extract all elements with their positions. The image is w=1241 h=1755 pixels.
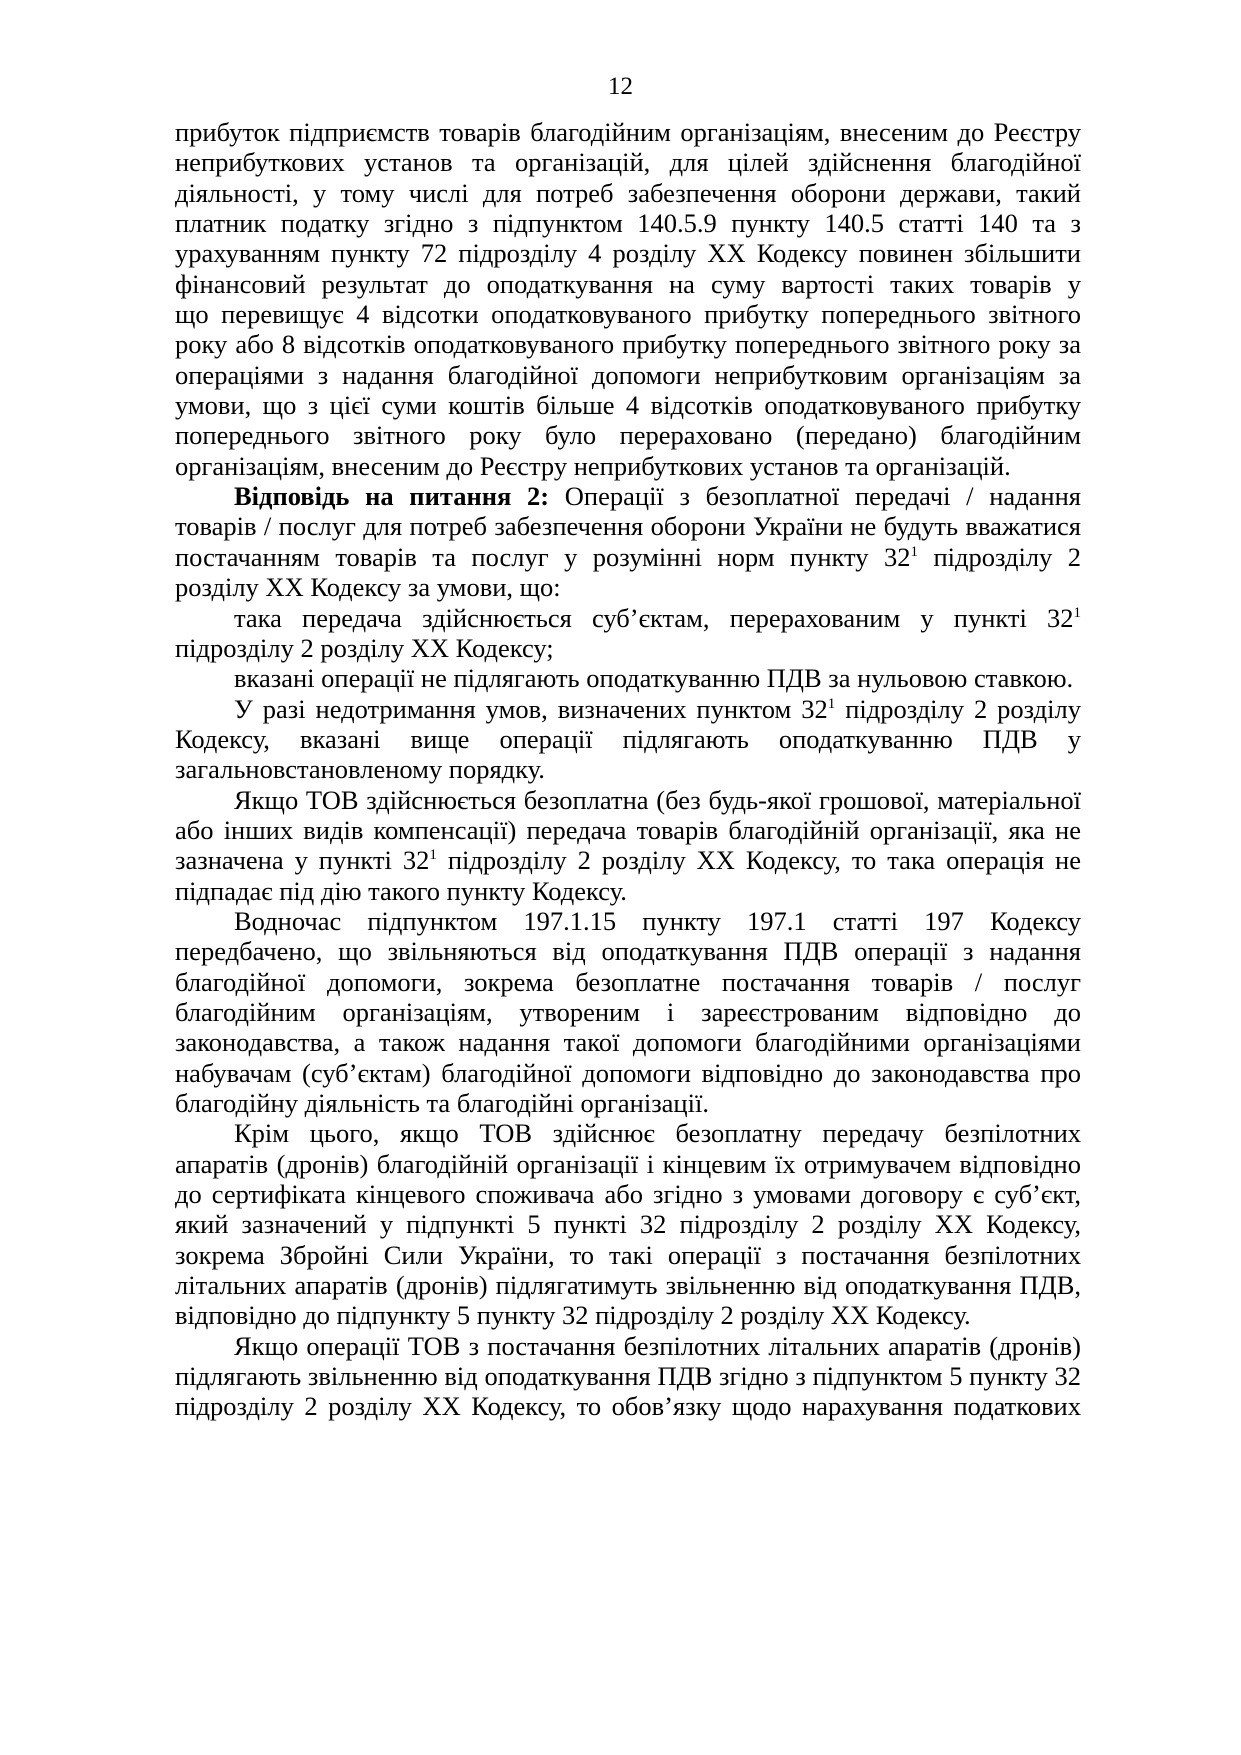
page-number: 12 [608,73,633,100]
text-line: Якщо ТОВ здійснюється безоплатна (без будь-якої грошової, матеріальної [234,784,1081,815]
superscript: 1 [910,543,918,560]
document-body [175,117,1081,1422]
text-line: набувачам (суб’єктам) благодійної допомоги відповідно до законодавства про [175,1057,1081,1088]
answer-heading: Відповідь на питання 2: [234,481,550,512]
text-line: підлягають звільненню від оподаткування ПДВ згідно з підпунктом 5 пункту 32 [175,1361,1081,1392]
text-line: благодійним організаціям, утвореним і зареєстрованим відповідно до [175,996,1081,1027]
text-line: Якщо операції ТОВ з постачання безпілотних літальних апаратів (дронів) [234,1330,1081,1361]
text-span: постачанням товарів та послуг у розумінні норм пункту 32 [175,541,911,572]
text-line: загальновстановленому порядку. [175,754,545,785]
paragraph-answer-2 [175,481,1081,602]
text-span: підрозділу 2 розділу XX Кодексу, то така операція не [436,845,1081,876]
text-line: умови, що з цієї суми коштів більше 4 відсотків оподатковуваного прибутку [175,390,1081,421]
text-line: неприбуткових установ та організацій, для цілей здійснення благодійної [175,147,1081,178]
text-span: підрозділу 2 розділу [845,693,1081,724]
text-line: підрозділу 2 розділу XX Кодексу; [175,632,554,663]
text-line: попереднього звітного року було перераховано (передано) благодійним [175,420,1081,451]
text-line: зокрема Збройні Сили України, то такі операції з постачання безпілотних [175,1239,1081,1270]
text-line: операціями з надання благодійної допомоги неприбутковим організаціям за [175,359,1081,390]
text-span: зазначена у пункті 32 [175,845,430,876]
text-line: платник податку згідно з підпунктом 140.5.9 пункту 140.5 статті 140 та з [175,208,1081,239]
text-line: організаціям, внесеним до Реєстру неприбуткових установ та організацій. [175,450,1011,481]
text-line: Водночас підпунктом 197.1.15 пункту 197.1 статті 197 Кодексу [234,905,1081,936]
text-line: Кодексу, вказані вище операції підлягають оподаткуванню ПДВ у [175,723,1081,754]
text-line: відповідно до підпункту 5 пункту 32 підрозділу 2 розділу XX Кодексу. [175,1300,971,1331]
text-span: підрозділу 2 [918,541,1081,572]
superscript: 1 [429,847,437,864]
text-line: товарів / послуг для потреб забезпечення оборони України не будуть вважатися [175,511,1081,542]
text-line [175,845,1081,875]
text-line: законодавства, а також надання такої допомоги благодійними організаціями [175,1027,1081,1058]
text-line: вказані операції не підлягають оподаткуванню ПДВ за нульовою ставкою. [234,663,1074,694]
text-line [175,603,1081,633]
paragraph-non-compliance [175,694,1081,785]
paragraph-exemption-197 [175,906,1081,1118]
text-line [175,481,1081,511]
text-line: літальних апаратів (дронів) підлягатимуть звільненню від оподаткування ПДВ, [175,1270,1081,1301]
text-line [175,542,1081,572]
paragraph-condition-1 [175,603,1081,664]
text-line: підпадає під дію такого пункту Кодексу. [175,875,627,906]
text-line: урахуванням пункту 72 підрозділу 4 розділу XX Кодексу повинен збільшити [175,238,1081,269]
text-line: апаратів (дронів) благодійній організації і кінцевим їх отримувачем відповідно [175,1148,1081,1179]
text-span: Операції з безоплатної передачі / надання [549,481,1081,512]
text-line: до сертифіката кінцевого споживача або згідно з умовами договору є суб’єкт, [175,1179,1081,1210]
paragraph-condition-2 [175,663,1081,693]
text-line: підрозділу 2 розділу XX Кодексу, то обов’язку щодо нарахування податкових [175,1391,1081,1422]
superscript: 1 [1073,604,1081,621]
paragraph-drones-exempt [175,1331,1081,1422]
text-line: прибуток підприємств товарів благодійним організаціям, внесеним до Реєстру [175,117,1081,147]
text-line: або інших видів компенсації) передача товарів благодійній організації, яка не [175,814,1081,845]
paragraph-continuation [175,117,1081,481]
text-line: року або 8 відсотків оподатковуваного прибутку попереднього звітного року за [175,329,1081,360]
text-line: Крім цього, якщо ТОВ здійснює безоплатну передачу безпілотних [234,1118,1081,1149]
text-span: У разі недотримання умов, визначених пунктом 32 [234,693,828,724]
text-line: передбачено, що звільняються від оподаткування ПДВ операції з надання [175,936,1081,967]
text-line: благодійну діяльність та благодійні організації. [175,1088,709,1118]
text-line: що перевищує 4 відсотки оподатковуваного прибутку попереднього звітного [175,299,1081,330]
paragraph-free-transfer [175,785,1081,906]
text-span: така передача здійснюється суб’єктам, перерахованим у пункті 32 [234,602,1074,633]
text-line [175,694,1081,724]
paragraph-drones-transfer [175,1118,1081,1330]
text-line: благодійної допомоги, зокрема безоплатне постачання товарів / послуг [175,966,1081,997]
text-line: фінансовий результат до оподаткування на суму вартості таких товарів у [175,268,1081,299]
text-line: розділу XX Кодексу за умови, що: [175,572,561,603]
text-line: який зазначений у підпункті 5 пункті 32 підрозділу 2 розділу XX Кодексу, [175,1209,1081,1240]
superscript: 1 [827,695,836,712]
text-line: діяльності, у тому числі для потреб забезпечення оборони держави, такий [175,177,1081,208]
